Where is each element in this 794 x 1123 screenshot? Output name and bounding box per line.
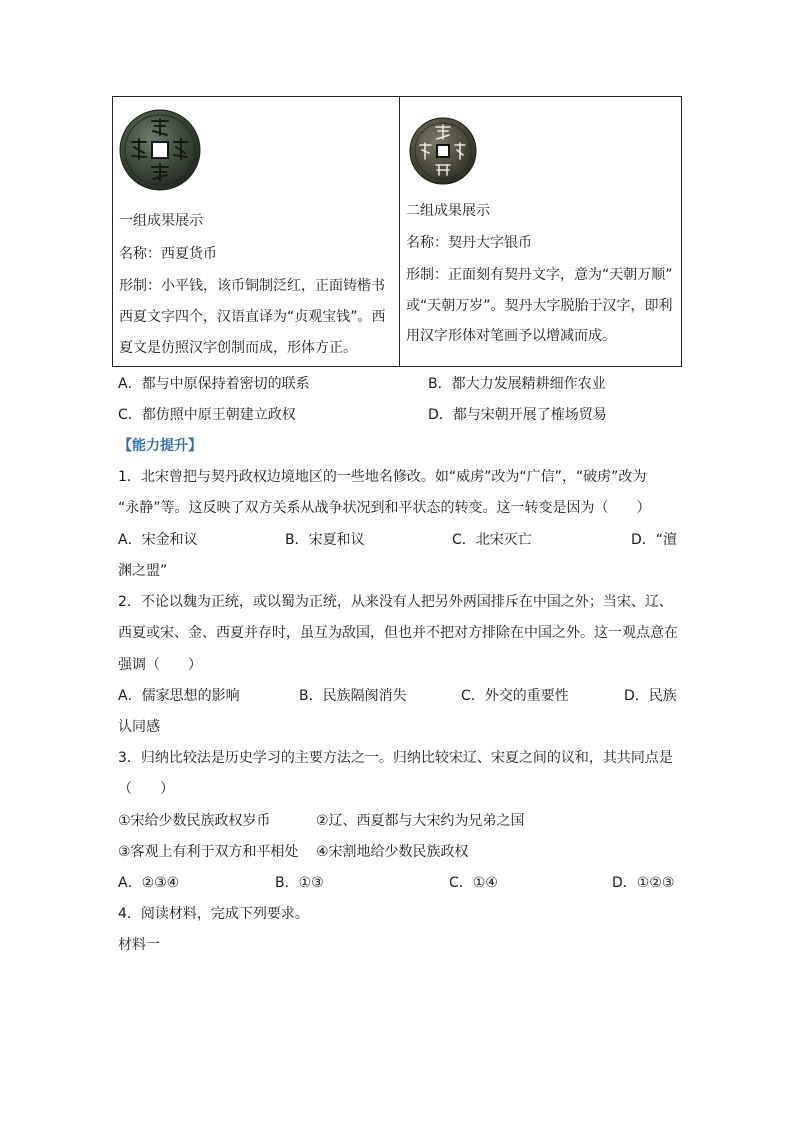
q1-option-d: D．“澶: [631, 532, 678, 548]
q3-item-3: ③客观上有利于双方和平相处: [118, 844, 299, 860]
khitan-desc-line-1: 形制：正面刻有契丹文字，意为“天朝万顺”: [406, 267, 673, 283]
prev-option-c: C．都仿照中原王朝建立政权: [118, 407, 296, 423]
q3-option-c: C．①④: [449, 875, 498, 891]
q3-item-4: ④宋割地给少数民族政权: [316, 844, 469, 860]
comparison-table: [112, 96, 682, 367]
q3-item-2: ②辽、西夏都与大宋约为兄弟之国: [316, 813, 525, 829]
xixia-desc-line-2: 西夏文字四个，汉语直译为“贞观宝钱”。西: [119, 309, 386, 325]
q2-line-2: 西夏或宋、金、西夏并存时，虽互为敌国，但也并不把对方排除在中国之外。这一观点意在: [118, 625, 678, 641]
section-title: 【能力提升】: [118, 438, 202, 454]
q1-option-b: B．宋夏和议: [285, 532, 365, 548]
khitan-desc-line-3: 用汉字形体对笔画予以增减而成。: [406, 328, 616, 344]
q3-line-1: 3．归纳比较法是历史学习的主要方法之一。归纳比较宋辽、宋夏之间的议和，其共同点是: [118, 750, 673, 766]
q2-line-3: 强调（ ）: [118, 657, 202, 673]
q4-material-label: 材料一: [118, 937, 160, 953]
prev-option-d: D．都与宋朝开展了榷场贸易: [428, 407, 607, 423]
prev-option-a: A．都与中原保持着密切的联系: [118, 376, 310, 392]
xixia-desc-line-1: 形制：小平钱，该币铜制泛红，正面铸楷书: [119, 278, 385, 294]
q1-option-a: A．宋金和议: [118, 532, 198, 548]
q2-option-d: D．民族: [624, 688, 677, 704]
q3-option-d: D．①②③: [612, 875, 675, 891]
xixia-coin-image: [119, 109, 201, 191]
table-cell-khitan: [400, 97, 683, 366]
q3-line-2: （ ）: [118, 781, 174, 797]
xixia-title: 一组成果展示: [119, 213, 203, 229]
table-cell-xixia: [113, 97, 399, 366]
khitan-desc-line-2: 或“天朝万岁”。契丹大字脱胎于汉字，即利: [406, 298, 673, 314]
q3-option-a: A．②③④: [118, 875, 180, 891]
q2-option-b: B．民族隔阂消失: [299, 688, 407, 704]
q2-option-a: A．儒家思想的影响: [118, 688, 240, 704]
q2-option-d-cont: 认同感: [118, 719, 160, 735]
q3-option-b: B．①③: [275, 875, 324, 891]
khitan-title: 二组成果展示: [406, 203, 490, 219]
xixia-desc-line-3: 夏文是仿照汉字创制而成，形体方正。: [119, 340, 357, 356]
prev-option-b: B．都大力发展精耕细作农业: [428, 376, 606, 392]
khitan-coin-image: [409, 117, 477, 185]
xixia-name: 名称：西夏货币: [119, 246, 217, 262]
q1-option-c: C．北宋灭亡: [452, 532, 532, 548]
q4-line: 4．阅读材料，完成下列要求。: [118, 906, 309, 922]
q3-item-1: ①宋给少数民族政权岁币: [118, 813, 271, 829]
q1-option-d-cont: 渊之盟”: [118, 563, 168, 579]
q2-option-c: C．外交的重要性: [461, 688, 569, 704]
q1-line-2: “永静”等。这反映了双方关系从战争状况到和平状态的转变。这一转变是因为（ ）: [118, 500, 651, 516]
khitan-name: 名称：契丹大字银币: [406, 235, 532, 251]
q1-line-1: 1．北宋曾把与契丹政权边境地区的一些地名修改。如“威虏”改为“广信”，“破虏”改为: [118, 469, 647, 485]
q2-line-1: 2．不论以魏为正统，或以蜀为正统，从来没有人把另外两国排斥在中国之外；当宋、辽、: [118, 594, 673, 610]
